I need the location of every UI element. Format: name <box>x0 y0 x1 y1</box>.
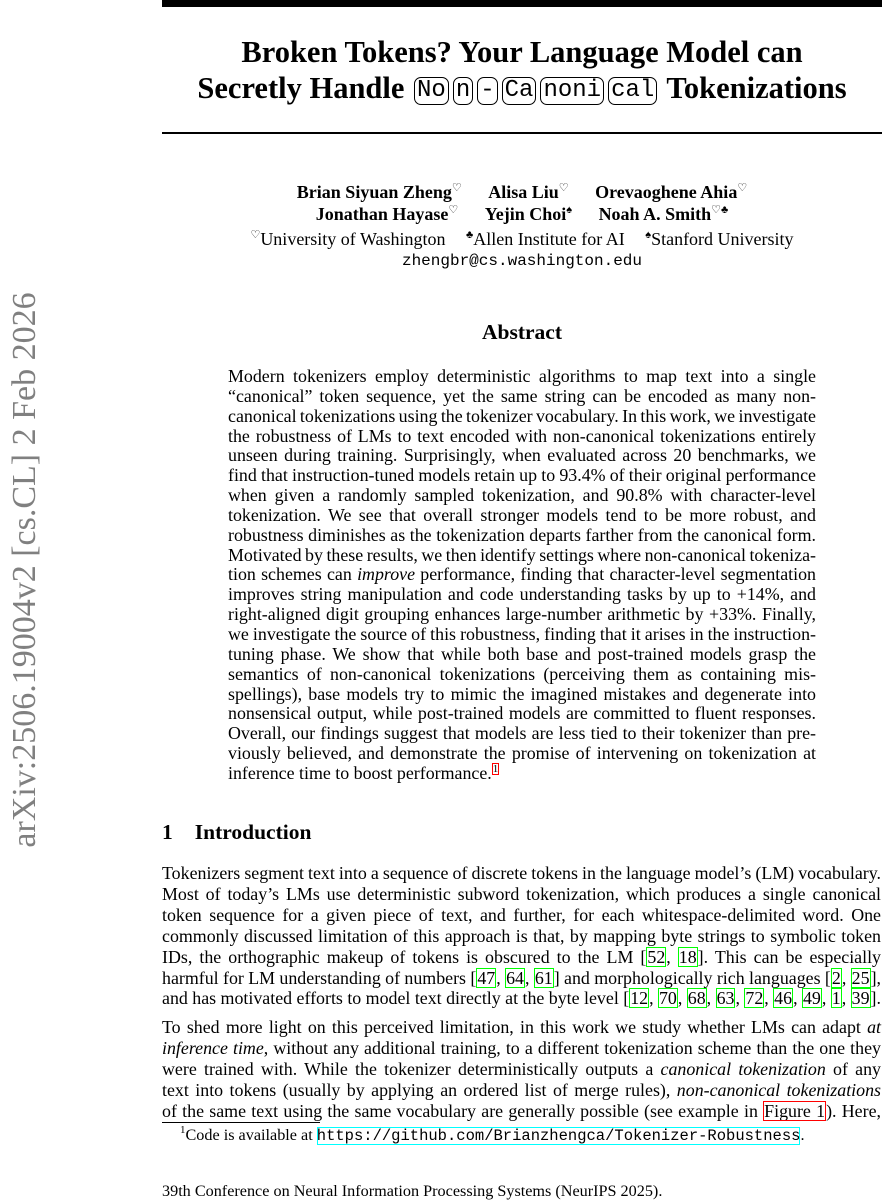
citation-link[interactable]: 12 <box>630 988 649 1009</box>
arxiv-stamp: arXiv:2506.19004v2 [cs.CL] 2 Feb 2026 <box>6 292 43 848</box>
author: Yejin Choi♠ <box>484 204 573 224</box>
text-line <box>228 387 816 407</box>
italic-text: improve <box>357 564 416 585</box>
intro-paragraph-1 <box>162 863 881 1009</box>
author: Noah A. Smith♡♣ <box>598 204 729 224</box>
text-span: , <box>841 988 851 1009</box>
text-line <box>228 446 816 466</box>
text-span: , <box>496 967 506 988</box>
author: Orevaoghene Ahia♡ <box>595 182 748 202</box>
text-span: , without any additional training, to a different tokenization scheme than the one they <box>263 1037 881 1058</box>
text-span: the robustness of LMs to text encoded with non-canonical tokenizations entirely <box>228 425 816 446</box>
italic-text: canonical tokenization <box>660 1058 826 1079</box>
text-span: , <box>677 988 687 1009</box>
affiliation: ♣Allen Institute for AI <box>466 229 625 249</box>
text-line <box>228 704 816 724</box>
text-line <box>228 565 816 585</box>
text-span: commonly discussed limitation of this approach is that, by mapping byte strings to symbolic token <box>162 925 881 946</box>
text-span: IDs, the orthographic makeup of tokens is obscured to the LM [ <box>162 946 647 967</box>
text-line <box>162 988 881 1009</box>
citation-link[interactable]: 64 <box>506 967 524 988</box>
text-span: and has motivated efforts to model text directly at the byte level [ <box>162 988 630 1009</box>
text-line <box>228 744 816 764</box>
title-suffix: Tokenizations <box>666 71 847 105</box>
text-span: tokenization. We see that overall stronger models tend to be more robust, and <box>228 504 816 525</box>
text-line <box>228 665 816 685</box>
text-line <box>228 407 816 427</box>
text-span: improves string manipulation and code understanding tasks by up to +14%, and <box>228 584 816 605</box>
citation-link[interactable]: 70 <box>658 988 677 1009</box>
text-line <box>228 367 816 387</box>
citation-link[interactable]: 47 <box>477 967 496 988</box>
text-span: harmful for LM understanding of numbers [ <box>162 967 477 988</box>
text-span: Tokenizers segment text into a sequence of discrete tokens in the language model’s (LM) vocabulary. <box>162 863 881 883</box>
text-span: , <box>666 946 678 967</box>
citation-link[interactable]: 52 <box>647 946 666 967</box>
citation-link[interactable]: 18 <box>678 946 697 967</box>
text-span: tion schemes can <box>228 564 358 585</box>
text-span: ). Here, <box>826 1100 881 1121</box>
title-token: No <box>414 77 449 105</box>
text-span: , <box>649 988 658 1009</box>
footnote-rule <box>162 1122 320 1123</box>
title-prefix: Secretly Handle <box>197 71 405 105</box>
text-span: , <box>735 988 745 1009</box>
text-span: viously believed, and demonstrate the promise of intervening on tokenization at <box>228 743 816 764</box>
text-span: semantics of non-canonical tokenizations (perceiving them as containing mis- <box>228 663 816 684</box>
figure-ref-link[interactable]: Figure 1 <box>764 1100 826 1121</box>
text-span: of any <box>825 1058 881 1079</box>
text-span: Modern tokenizers employ deterministic algorithms to map text into a single <box>228 366 816 386</box>
italic-text: non-canonical tokenizations <box>676 1079 882 1100</box>
text-span: right-aligned digit grouping enhances large-number arithmetic by +33%. Finally, <box>228 604 816 625</box>
italic-text: inference time <box>162 1037 264 1058</box>
abstract-heading: Abstract <box>481 320 562 344</box>
text-span: “canonical” token sequence, yet the same string can be encoded as many non- <box>228 385 816 406</box>
text-line <box>228 645 816 665</box>
text-line <box>162 1038 881 1059</box>
text-span: ] and morphologically rich languages [ <box>553 967 831 988</box>
citation-link[interactable]: 39 <box>851 988 870 1009</box>
intro-paragraph-2 <box>162 1017 881 1122</box>
text-line <box>162 863 881 884</box>
text-line <box>228 625 816 645</box>
affiliation: ♠Stanford University <box>645 229 794 249</box>
text-span: we investigate the source of this robustness, finding that it arises in the instruction- <box>228 623 816 644</box>
title-token: n <box>453 77 473 105</box>
title-token: cal <box>608 77 657 105</box>
title-rule <box>162 132 882 134</box>
text-span: of the same text using the same vocabulary are generally possible (see example in <box>162 1100 764 1121</box>
citation-link[interactable]: 25 <box>851 967 870 988</box>
text-span: , <box>706 988 716 1009</box>
text-line <box>162 1017 881 1038</box>
citation-link[interactable]: 72 <box>745 988 764 1009</box>
affiliations <box>162 229 882 250</box>
text-span: Motivated by these results, we then identify settings where non-canonical tokeniza- <box>228 544 816 565</box>
top-rule <box>162 0 882 7</box>
author: Brian Siyuan Zheng♡ <box>296 182 462 202</box>
citation-link[interactable]: 63 <box>716 988 735 1009</box>
text-span: token sequence for a given piece of text, and further, for each whitespace-delimited word. One <box>162 904 881 925</box>
text-span: nonsensical output, while post-trained models are committed to fluent responses. <box>228 703 816 724</box>
contact-email: zhengbr@cs.washington.edu <box>401 252 643 270</box>
paper-title-line-2 <box>162 70 882 106</box>
affiliation: ♡University of Washington <box>250 229 446 249</box>
text-span: ]. This can be especially <box>697 946 881 967</box>
text-line <box>228 466 816 486</box>
citation-link[interactable]: 49 <box>802 988 821 1009</box>
text-line <box>162 968 881 989</box>
text-span: spellings), base models try to mimic the imagined mistakes and degenerate into <box>228 683 816 704</box>
text-span: inference time to boost performance. <box>228 762 492 783</box>
section-heading-introduction: 1 Introduction <box>162 820 312 844</box>
text-span: performance, finding that character-level segmentation <box>415 564 817 585</box>
abstract-body <box>228 367 816 784</box>
text-span: find that instruction-tuned models retain up to 93.4% of their original performance <box>228 465 816 486</box>
text-span: , <box>841 967 851 988</box>
paper-title-line-1: Broken Tokens? Your Language Model can <box>241 35 803 69</box>
text-line <box>228 486 816 506</box>
citation-link[interactable]: 2 <box>831 967 841 988</box>
text-span: tuning phase. We show that while both base and post-trained models grasp the <box>228 643 816 664</box>
citation-link[interactable]: 68 <box>687 988 706 1009</box>
conference-footer: 39th Conference on Neural Information Processing Systems (NeurIPS 2025). <box>162 1182 663 1200</box>
text-line <box>228 506 816 526</box>
text-span: ]. <box>870 988 881 1009</box>
text-line <box>228 724 816 744</box>
text-line <box>162 884 881 905</box>
text-span: To shed more light on this perceived limitation, in this work we study whether LMs can adapt <box>162 1017 868 1037</box>
author: Jonathan Hayase♡ <box>315 204 459 224</box>
text-line <box>228 605 816 625</box>
text-line <box>228 585 816 605</box>
title-token: - <box>477 77 497 105</box>
text-line <box>162 905 881 926</box>
text-line <box>228 526 816 546</box>
text-line <box>162 947 881 968</box>
text-line <box>228 546 816 566</box>
text-span: , <box>524 967 534 988</box>
authors-row-1 <box>162 182 882 203</box>
text-span: robustness diminishes as the tokenization departs farther from the canonical form. <box>228 524 816 545</box>
title-token: Ca <box>502 77 537 105</box>
text-span: were trained with. While the tokenizer deterministically outputs a <box>162 1058 661 1079</box>
text-line <box>228 685 816 705</box>
text-span: ], <box>870 967 881 988</box>
authors-row-2 <box>162 204 882 225</box>
footnote: $^1$Code is available at https://github.com/Brianzhengca/Tokenizer-Robustness. <box>180 1124 805 1145</box>
title-token: noni <box>540 77 604 105</box>
footnote-ref-link[interactable]: 1 <box>492 762 499 775</box>
text-span: Overall, our findings suggest that models are less tied to their tokenizer than pre- <box>228 723 816 744</box>
text-line <box>228 764 816 784</box>
citation-link[interactable]: 46 <box>774 988 793 1009</box>
text-span: Most of today’s LMs use deterministic subword tokenization, which produces a single canonical <box>162 883 881 904</box>
citation-link[interactable]: 61 <box>534 967 553 988</box>
text-span: , <box>793 988 802 1009</box>
text-line <box>162 1059 881 1080</box>
italic-text: at <box>867 1017 881 1037</box>
citation-link[interactable]: 1 <box>831 988 841 1009</box>
text-span: , <box>821 988 831 1009</box>
text-line <box>228 427 816 447</box>
text-line <box>162 926 881 947</box>
author: Alisa Liu♡ <box>488 182 569 202</box>
text-span: canonical tokenizations using the tokenizer vocabulary. In this work, we investigate <box>228 405 816 426</box>
code-url-link[interactable]: https://github.com/Brianzhengca/Tokenizer-Robustness <box>316 1127 801 1145</box>
text-span: unseen during training. Surprisingly, when evaluated across 20 benchmarks, we <box>228 445 816 466</box>
text-span: when given a randomly sampled tokenization, and 90.8% with character-level <box>228 485 816 506</box>
text-span: , <box>764 988 774 1009</box>
text-line <box>162 1080 881 1101</box>
text-line <box>162 1101 881 1122</box>
text-span: text into tokens (usually by applying an ordered list of merge rules), <box>162 1079 677 1100</box>
